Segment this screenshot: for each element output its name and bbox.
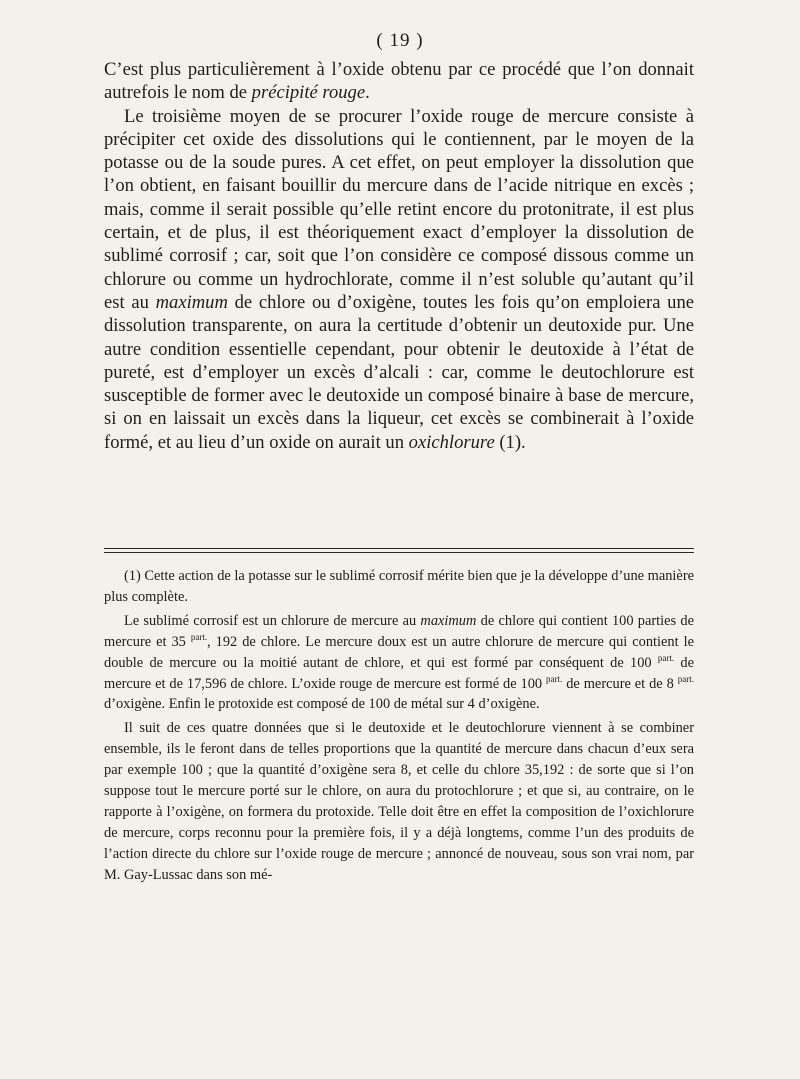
footnote-2-sup-4: part.: [677, 673, 694, 684]
paragraph-2-italic-maximum: maximum: [155, 291, 228, 313]
footnote-2-italic-maximum: maximum: [420, 612, 477, 629]
footnote-2-sup-1: part.: [190, 631, 208, 642]
footnote-2-text-a: Le sublimé corrosif est un chlorure de mercure au: [124, 612, 421, 629]
footnote-2-sup-3: part.: [546, 673, 563, 684]
paragraph-1-text-b: .: [365, 82, 370, 104]
paragraph-1-italic-term: précipité rouge: [251, 82, 366, 104]
paragraph-1: [104, 58, 694, 105]
footnote-2-text-d: de mercure et de 17,596 de chlore. L’oxide rouge de mercure est formé de 100: [104, 654, 694, 692]
footnote-2-text-f: d’oxigène. Enfin le protoxide est composé de 100 de métal sur 4 d’oxigène.: [104, 696, 540, 713]
paragraph-2: [104, 105, 694, 454]
main-text: [104, 58, 694, 454]
paragraph-2-italic-oxichlorure: oxichlorure: [408, 431, 495, 453]
footnote-1: (1) Cette action de la potasse sur le sublimé corrosif mérite bien que je la développe d’une manière plus complète.: [104, 568, 694, 605]
footnote-2-text-b: de chlore qui contient 100 parties de mercure et 35: [104, 612, 694, 650]
page-number: ( 19 ): [376, 30, 424, 51]
footnote-2-text-c: , 192 de chlore. Le mercure doux est un autre chlorure de mercure qui contient le double de mercure ou la moitié autant de chlore, et qui est formé par conséquent de 100: [104, 633, 694, 671]
footnote-2: [104, 611, 694, 716]
paragraph-1-text-a: C’est plus particulièrement à l’oxide obtenu par ce procédé que l’on donnait autrefois le nom de: [104, 59, 694, 104]
footnote-2-text-e: de mercure et de 8: [562, 675, 678, 692]
paragraph-2-text-a: Le troisième moyen de se procurer l’oxide rouge de mercure consiste à précipiter cet oxide des dissolutions qui le contiennent, par le moyen de la potasse ou de la soude pures. A cet effet, on peut employer la dissolution que l’on obtient, en faisant bouillir du mercure dans de l’acide nitrique en excès ; mais, comme il serait possible qu’elle retint encore du protonitrate, il est plus certain, et de plus, il est théoriquement exact d’employer la dissolution de sublimé corrosif ; car, soit que l’on considère ce composé dissous comme un chlorure ou comme un hydrochlorate, comme il n’est soluble qu’autant qu’il est au: [104, 105, 694, 313]
footnotes: [104, 566, 694, 889]
footnote-separator: [104, 548, 694, 553]
paragraph-2-text-b: de chlore ou d’oxigène, toutes les fois qu’on emploiera une dissolution transparente, on aura la certitude d’obtenir un deutoxide pur. Une autre condition essentielle cependant, pour obtenir le deutoxide à l’état de pureté, est d’employer un excès d’alcali : car, comme le deutochlorure est susceptible de former avec le deutoxide un composé binaire à base de mercure, si on en laissait un excès dans la liqueur, cet excès se combinerait à l’oxide formé, et au lieu d’un oxide on aurait un: [104, 291, 694, 453]
paragraph-2-text-c: (1).: [494, 431, 526, 453]
footnote-3: Il suit de ces quatre données que si le deutoxide et le deutochlorure viennent à se combiner ensemble, ils le feront dans de telles proportions que la quantité de mercure dans chacun d’eux sera par exemple 100 ; que la quantité d’oxigène sera 8, et celle du chlore 35,192 : de sorte que si l’on suppose tout le mercure porté sur le chlore, on aura du protochlorure ; et que si, au contraire, on le rapporte à l’oxigène, on formera du protoxide. Telle doit être en effet la composition de l’oxichlorure de mercure, corps reconnu pour la première fois, il y a déjà longtems, comme l’un des produits de l’action directe du chlore sur l’oxide rouge de mercure ; annoncé de nouveau, sous son vrai nom, par M. Gay-Lussac dans son mé-: [104, 720, 694, 883]
footnote-2-sup-2: part.: [657, 652, 675, 663]
